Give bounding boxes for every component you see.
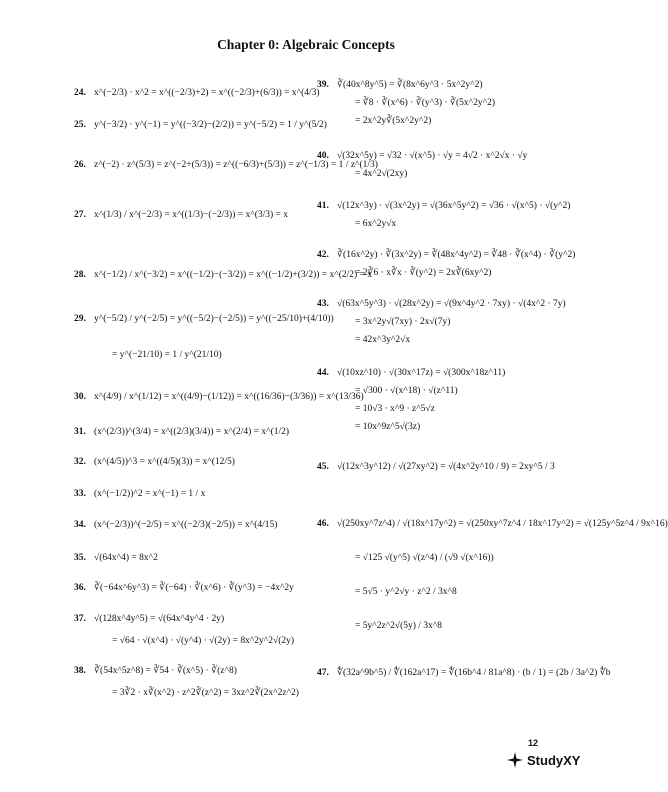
problem-step: (x^(−2/3))^(−2/5) = x^((−2/3)(−2/5)) = x^(4/15) [94, 520, 278, 530]
problem-38 [74, 664, 349, 700]
problem-31 [74, 425, 349, 439]
problem-step: = 2x^2y∛(5x^2y^2) [355, 116, 432, 126]
problem-step: (x^(2/3))^(3/4) = x^((2/3)(3/4)) = x^(2/4) = x^(1/2) [94, 427, 290, 437]
problem-number: 37. [74, 614, 86, 624]
problem-number: 29. [74, 314, 86, 324]
problem-number: 35. [74, 553, 86, 563]
problem-step: ∛(−64x^6y^3) = ∛(−64) · ∛(x^6) · ∛(y^3) = −4x^2y [94, 583, 294, 593]
problem-number: 34. [74, 520, 86, 530]
problem-step: = 2∛6 · x∛x · ∛(y^2) = 2x∛(6xy^2) [355, 268, 492, 278]
problem-24 [74, 86, 349, 100]
problem-step: √(12x^3y^12) / √(27xy^2) = √(4x^2y^10 / 9) = 2xy^5 / 3 [337, 462, 555, 472]
problem-step: y^(−5/2) / y^(−2/5) = y^((−5/2)−(−2/5)) = y^((−25/10)+(4/10)) [94, 314, 334, 324]
problem-step: x^(4/9) / x^(1/12) = x^((4/9)−(1/12)) = x^((16/36)−(3/36)) = x^(13/36) [94, 392, 364, 402]
problem-number: 32. [74, 457, 86, 467]
problem-number: 30. [74, 392, 86, 402]
problem-34 [74, 518, 349, 532]
problem-step: = √125 √(y^5) √(z^4) / (√9 √(x^16)) [355, 553, 494, 563]
problem-step: y^(−3/2) · y^(−1) = y^((−3/2)−(2/2)) = y^(−5/2) = 1 / y^(5/2) [94, 120, 327, 130]
problem-30 [74, 390, 364, 404]
problem-47 [317, 666, 611, 680]
problem-step: = √64 · √(x^4) · √(y^4) · √(2y) = 8x^2y^2√(2y) [112, 636, 295, 646]
problem-number: 31. [74, 427, 86, 437]
problem-36 [74, 581, 349, 595]
problem-step: x^(−1/2) / x^(−3/2) = x^((−1/2)−(−3/2)) = x^((−1/2)+(3/2)) = x^(2/2) = x [94, 270, 373, 280]
problem-number: 25. [74, 120, 86, 130]
problem-step: = 3x^2y√(7xy) · 2x√(7y) [355, 317, 451, 327]
problem-number: 28. [74, 270, 86, 280]
problem-43 [317, 297, 592, 347]
problem-step: ∛(54x^5z^8) = ∛54 · ∛(x^5) · ∛(z^8) [94, 666, 237, 676]
problem-step: z^(−2) · z^(5/3) = z^(−2+(5/3)) = z^((−6/3)+(5/3)) = z^(−1/3) = 1 / z^(1/3) [94, 160, 378, 170]
problem-step: = 10x^9z^5√(3z) [355, 422, 421, 432]
problem-step: = ∛8 · ∛(x^6) · ∛(y^3) · ∛(5x^2y^2) [355, 98, 495, 108]
problem-step: (x^(4/5))^3 = x^((4/5)(3)) = x^(12/5) [94, 457, 235, 467]
problem-number: 36. [74, 583, 86, 593]
problem-number: 39. [317, 80, 329, 90]
problem-41 [317, 199, 592, 231]
problem-number: 47. [317, 668, 329, 678]
page-title: Chapter 0: Algebraic Concepts [217, 37, 395, 52]
problem-step: √(64x^4) = 8x^2 [94, 553, 158, 563]
problem-28 [74, 268, 373, 282]
problem-step: ∛(40x^8y^5) = ∛(8x^6y^3 · 5x^2y^2) [337, 80, 483, 90]
problem-number: 40. [317, 151, 329, 161]
problem-step: √(63x^5y^3) · √(28x^2y) = √(9x^4y^2 · 7xy) · √(4x^2 · 7y) [337, 299, 566, 309]
problem-46 [317, 517, 668, 633]
problem-number: 44. [317, 368, 329, 378]
problem-26 [74, 158, 378, 172]
problem-32 [74, 455, 349, 469]
problem-step: = √300 · √(x^18) · √(z^11) [355, 386, 458, 396]
problem-44 [317, 366, 592, 434]
problem-step: x^(1/3) / x^(−2/3) = x^((1/3)−(−2/3)) = x^(3/3) = x [94, 210, 289, 220]
problem-step: √(128x^4y^5) = √(64x^4y^4 · 2y) [94, 614, 225, 624]
problem-step: ∜(32a^9b^5) / ∜(162a^17) = ∜(16b^4 / 81a^8) · (b / 1) = (2b / 3a^2) ∜b [337, 668, 611, 678]
problem-number: 24. [74, 88, 86, 98]
problem-step: √(12x^3y) · √(3x^2y) = √(36x^5y^2) = √36 · √(x^5) · √(y^2) [337, 201, 571, 211]
page-number: 12 [528, 738, 539, 748]
problem-number: 27. [74, 210, 86, 220]
problem-step: x^(−2/3) · x^2 = x^((−2/3)+2) = x^((−2/3)+(6/3)) = x^(4/3) [94, 88, 320, 98]
problem-40 [317, 149, 592, 181]
problem-step: (x^(−1/2))^2 = x^(−1) = 1 / x [94, 489, 206, 499]
problem-45 [317, 460, 592, 474]
problem-step: = 3∛2 · x∛(x^2) · z^2∛(z^2) = 3xz^2∛(2x^2z^2) [112, 688, 299, 698]
problem-step: √(10xz^10) · √(30x^17z) = √(300x^18z^11) [337, 368, 506, 378]
problem-step: = 5√5 · y^2√y · z^2 / 3x^8 [355, 587, 457, 597]
problem-42 [317, 248, 592, 280]
problem-35 [74, 551, 349, 565]
problem-39 [317, 78, 592, 128]
plus-star-icon [506, 751, 524, 769]
problem-number: 33. [74, 489, 86, 499]
brand-logo [506, 749, 586, 771]
problem-step: √(250xy^7z^4) / √(18x^17y^2) = √(250xy^7z^4 / 18x^17y^2) = √(125y^5z^4 / 9x^16) [337, 519, 668, 529]
problem-29 [74, 312, 349, 362]
problem-step: = 6x^2y√x [355, 219, 397, 229]
problem-number: 42. [317, 250, 329, 260]
problem-step: = 4x^2√(2xy) [355, 169, 408, 179]
problem-25 [74, 118, 349, 132]
problem-number: 43. [317, 299, 329, 309]
problem-step: √(32x^5y) = √32 · √(x^5) · √y = 4√2 · x^2√x · √y [337, 151, 528, 161]
problem-number: 46. [317, 519, 329, 529]
problem-number: 26. [74, 160, 86, 170]
problem-step: ∛(16x^2y) · ∛(3x^2y) = ∛(48x^4y^2) = ∛48 · ∛(x^4) · ∛(y^2) [337, 250, 576, 260]
problem-number: 41. [317, 201, 329, 211]
problem-number: 45. [317, 462, 329, 472]
problem-37 [74, 612, 349, 648]
problem-27 [74, 208, 349, 222]
problem-step: = 10√3 · x^9 · z^5√z [355, 404, 435, 414]
brand-name: StudyXY [527, 752, 581, 768]
problem-step: = 42x^3y^2√x [355, 335, 411, 345]
problem-step: = 5y^2z^2√(5y) / 3x^8 [355, 621, 443, 631]
problem-step: = y^(−21/10) = 1 / y^(21/10) [112, 350, 222, 360]
problem-33 [74, 487, 349, 501]
problem-number: 38. [74, 666, 86, 676]
